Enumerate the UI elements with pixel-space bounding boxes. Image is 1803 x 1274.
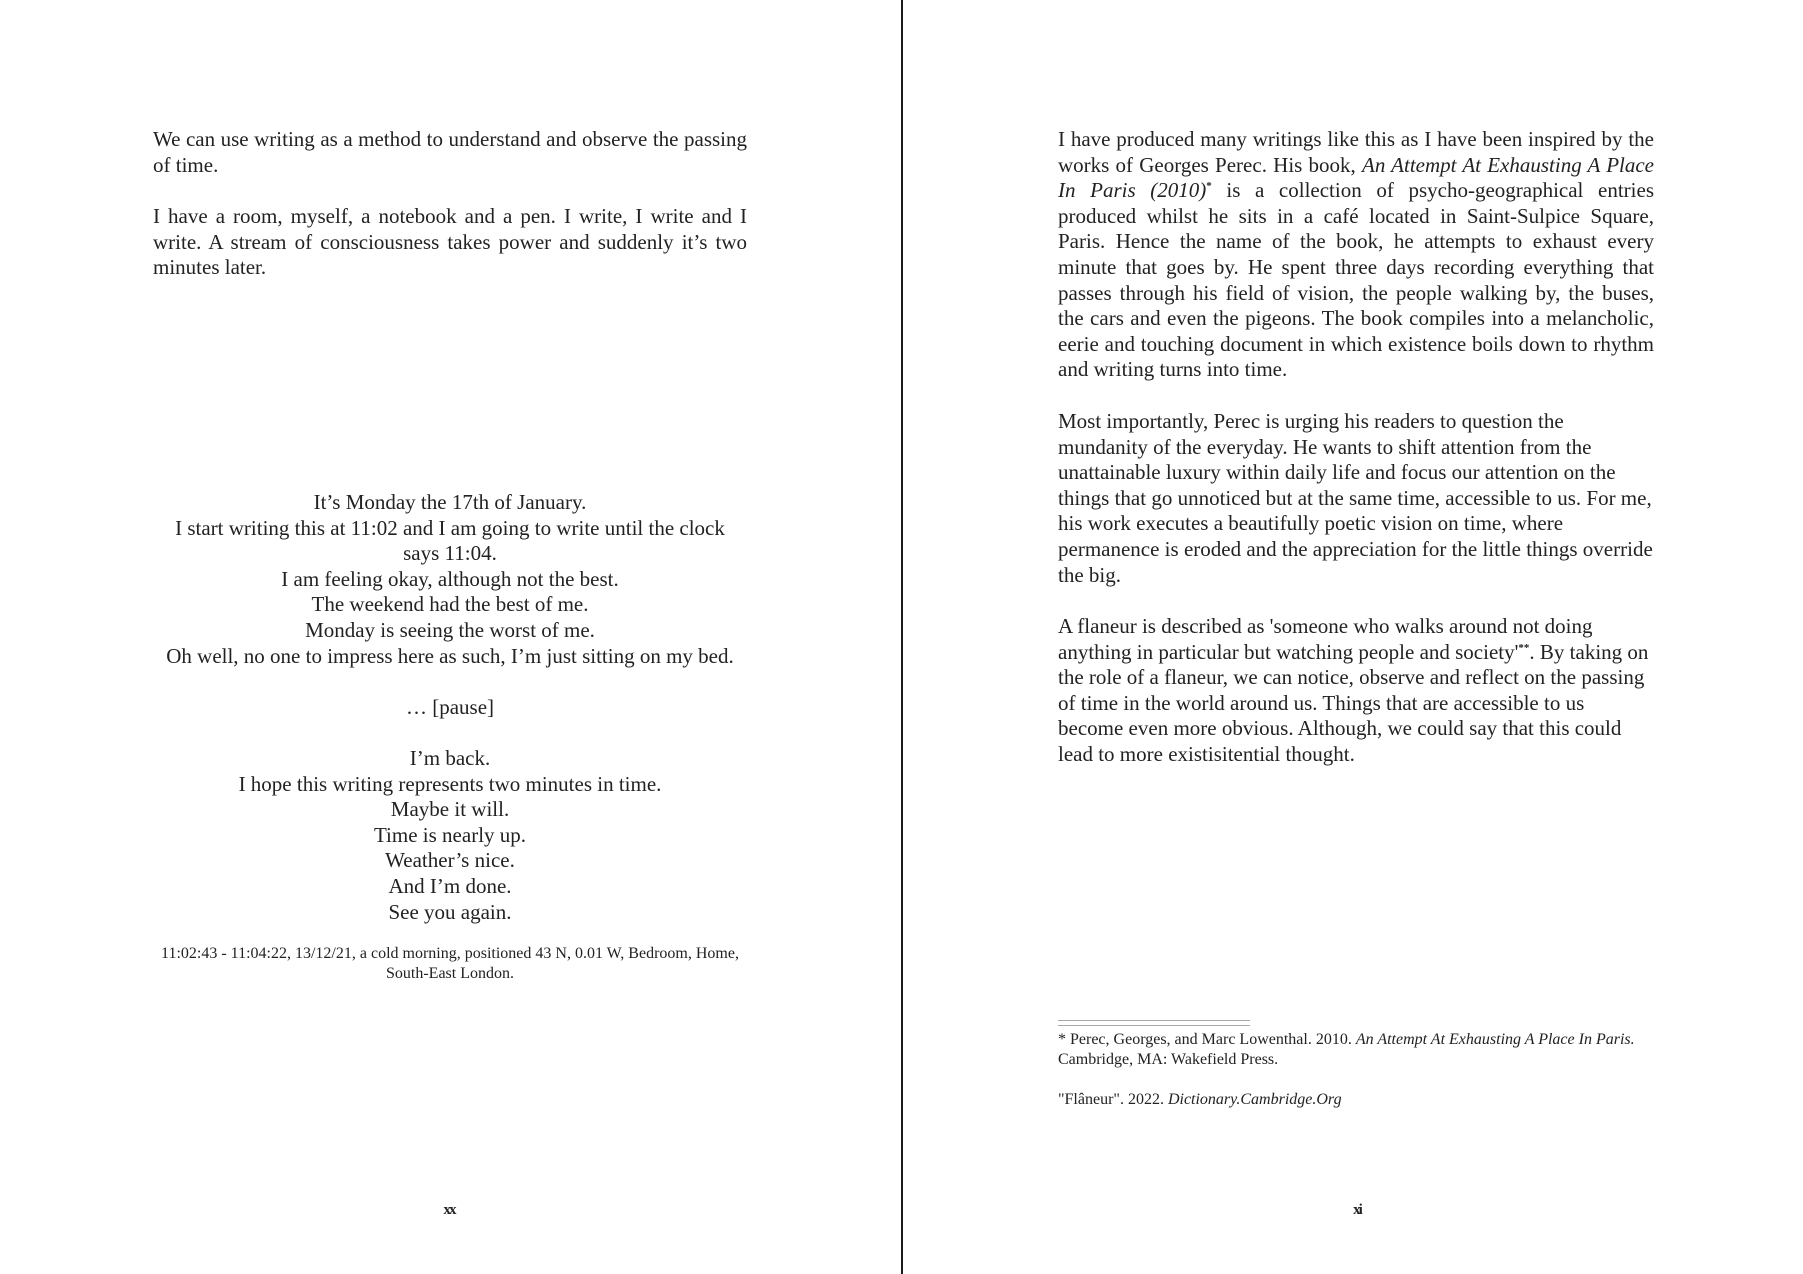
footnote-text: * Perec, Georges, and Marc Lowenthal. 2010. xyxy=(1058,1031,1356,1048)
timestamp-caption: 11:02:43 - 11:04:22, 13/12/21, a cold morning, positioned 43 N, 0.01 W, Bedroom, Home, South-East London. xyxy=(161,945,739,982)
right-paragraph-2: Most importantly, Perec is urging his readers to question the mundanity of the everyday. He wants to shift attention from the unattainable luxury within daily life and focus our attention on the things that go unnoticed but at the same time, accessible to us. For me, his work executes a beautifully poetic vision on time, where permanence is eroded and the appreciation for the little things override the big. xyxy=(1058,409,1653,587)
paragraph-text: . By taking on the role of a flaneur, we can notice, observe and reflect on the passing of time in the world around us. Things that are accessible to us become even more obvious. Although, we could say that this could lead to more existisitential thought. xyxy=(1058,639,1649,766)
poem-gap xyxy=(153,669,747,695)
footnote-text: Cambridge, MA: Wakefield Press. xyxy=(1058,1051,1279,1068)
right-page xyxy=(903,0,1803,1274)
right-paragraph-3 xyxy=(1058,614,1654,768)
left-page xyxy=(0,0,900,1274)
footnote-rule xyxy=(1058,1020,1250,1026)
page-number: xx xyxy=(443,1202,455,1218)
footnote-title: Dictionary.Cambridge.Org xyxy=(1167,1091,1342,1108)
right-paragraph-1 xyxy=(1058,127,1654,383)
book-title: An Attempt At Exhausting A Place In Paris (2010) xyxy=(1058,152,1654,203)
poem-line: I hope this writing represents two minutes in time. xyxy=(238,771,662,796)
page-number: xi xyxy=(1353,1202,1361,1218)
poem-gap xyxy=(153,720,747,746)
poem-line: Oh well, no one to impress here as such, I’m just sitting on my bed. xyxy=(166,643,734,668)
paragraph-text: A flaneur is described as 'someone who walks around not doing anything in particular but watching people and society' xyxy=(1058,614,1593,664)
left-paragraph-2: I have a room, myself, a notebook and a pen. I write, I write and I write. A stream of consciousness takes power and suddenly it’s two minutes later. xyxy=(153,204,747,280)
poem-line: Time is nearly up. xyxy=(373,822,527,847)
poem-line: And I’m done. xyxy=(388,873,512,898)
paragraph-text: I have produced many writings like this as I have been inspired by the works of Georges Perec. His book, xyxy=(1058,127,1654,177)
poem-line: I’m back. xyxy=(409,745,491,770)
poem-line: I am feeling okay, although not the best. xyxy=(281,566,619,591)
paragraph-text: is a collection of psycho-geographical entries produced whilst he sits in a café located in Saint-Sulpice Square, Paris. Hence the name of the book, he attempts to exhaust every minute that goes by. He spent three days recording everything that passes through his field of vision, the people walking by, the buses, the cars and even the pigeons. The book compiles into a melancholic, eerie and touching document in which existence boils down to rhythm and writing turns into time. xyxy=(1058,178,1654,382)
footnote-1 xyxy=(1058,1030,1658,1070)
poem-line: It’s Monday the 17th of January. xyxy=(313,490,587,514)
footnote-marker: ** xyxy=(1518,641,1530,654)
footnote-2 xyxy=(1058,1090,1658,1110)
footnote-marker: * xyxy=(1206,180,1212,193)
poem-line: See you again. xyxy=(388,899,512,924)
footnote-text: "Flâneur". 2022. xyxy=(1058,1091,1168,1108)
poem-line: The weekend had the best of me. xyxy=(311,592,589,617)
footnote-title: An Attempt At Exhausting A Place In Paris. xyxy=(1355,1031,1635,1048)
poem-pause: … [pause] xyxy=(405,694,495,719)
poem-line: Monday is seeing the worst of me. xyxy=(305,617,595,642)
poem-block xyxy=(153,490,747,925)
poem-line: I start writing this at 11:02 and I am going to write until the clock says 11:04. xyxy=(175,515,725,566)
poem-line: Maybe it will. xyxy=(390,797,510,822)
poem-line: Weather’s nice. xyxy=(385,848,515,873)
left-paragraph-1: We can use writing as a method to understand and observe the passing of time. xyxy=(153,127,747,177)
